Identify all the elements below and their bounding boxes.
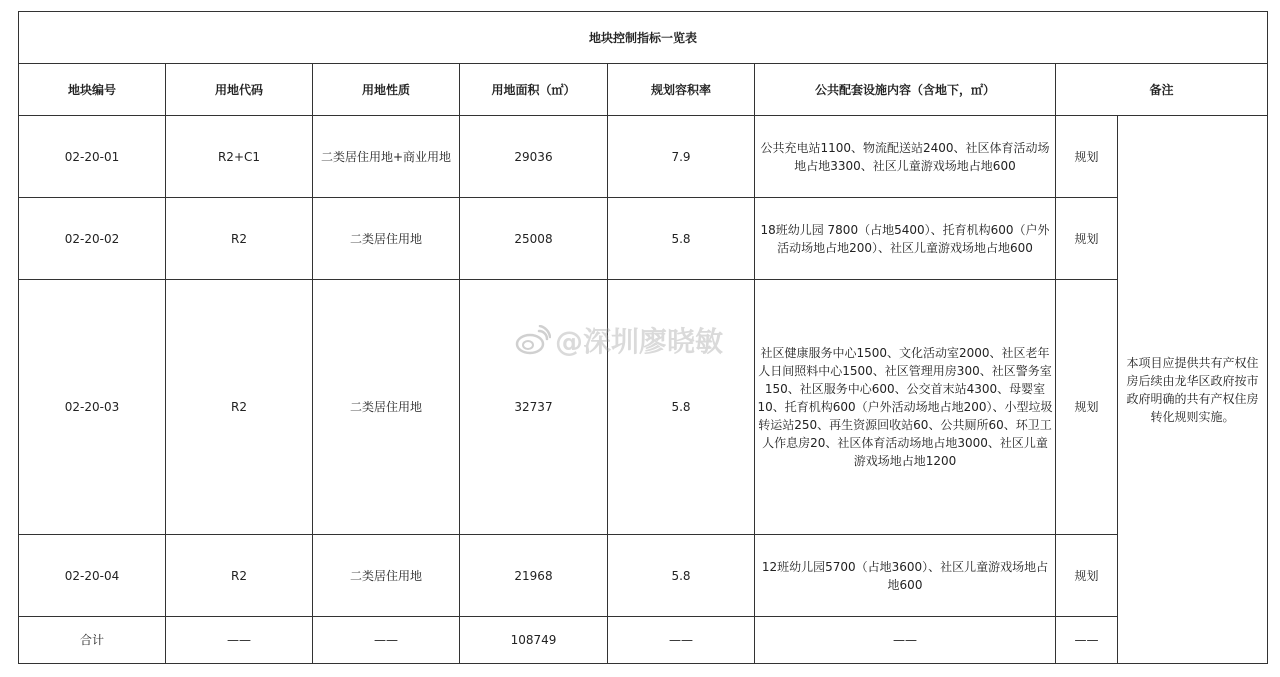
plot-id: 02-20-03 xyxy=(19,280,166,535)
header-remarks: 备注 xyxy=(1056,64,1268,116)
table-row xyxy=(19,535,1268,617)
table-row xyxy=(19,198,1268,280)
total-area: 108749 xyxy=(460,617,608,664)
facilities-content: 18班幼儿园 7800（占地5400）、托育机构600（户外活动场地占地200）、社区儿童游戏场地占地600 xyxy=(755,198,1056,280)
land-nature: 二类居住用地 xyxy=(313,198,460,280)
plot-status: 规划 xyxy=(1056,116,1118,198)
total-nature: —— xyxy=(313,617,460,664)
floor-area-ratio: 5.8 xyxy=(608,198,755,280)
land-nature: 二类居住用地+商业用地 xyxy=(313,116,460,198)
floor-area-ratio: 5.8 xyxy=(608,280,755,535)
plot-status: 规划 xyxy=(1056,535,1118,617)
land-area: 21968 xyxy=(460,535,608,617)
land-control-table xyxy=(18,11,1268,664)
table-row xyxy=(19,280,1268,535)
land-area: 29036 xyxy=(460,116,608,198)
total-label: 合计 xyxy=(19,617,166,664)
facilities-content: 社区健康服务中心1500、文化活动室2000、社区老年人日间照料中心1500、社区管理用房300、社区警务室150、社区服务中心600、公交首末站4300、母婴室10、托育机构600（户外活动场地占地200）、小型垃圾转运站250、再生资源回收站60、公共厕所60、环卫工人作息房20、社区体育活动场地占地3000、社区儿童游戏场地占地1200 xyxy=(755,280,1056,535)
total-status: —— xyxy=(1056,617,1118,664)
header-far: 规划容积率 xyxy=(608,64,755,116)
land-code: R2 xyxy=(166,535,313,617)
header-plot-id: 地块编号 xyxy=(19,64,166,116)
land-code: R2 xyxy=(166,198,313,280)
facilities-content: 12班幼儿园5700（占地3600）、社区儿童游戏场地占地600 xyxy=(755,535,1056,617)
facilities-content: 公共充电站1100、物流配送站2400、社区体育活动场地占地3300、社区儿童游戏场地占地600 xyxy=(755,116,1056,198)
land-area: 25008 xyxy=(460,198,608,280)
header-land-nature: 用地性质 xyxy=(313,64,460,116)
header-row xyxy=(19,64,1268,116)
total-code: —— xyxy=(166,617,313,664)
plot-id: 02-20-02 xyxy=(19,198,166,280)
plot-id: 02-20-04 xyxy=(19,535,166,617)
plot-id: 02-20-01 xyxy=(19,116,166,198)
total-far: —— xyxy=(608,617,755,664)
land-nature: 二类居住用地 xyxy=(313,280,460,535)
total-facilities: —— xyxy=(755,617,1056,664)
floor-area-ratio: 7.9 xyxy=(608,116,755,198)
total-row xyxy=(19,617,1268,664)
land-code: R2 xyxy=(166,280,313,535)
land-area: 32737 xyxy=(460,280,608,535)
floor-area-ratio: 5.8 xyxy=(608,535,755,617)
watermark-text: @深圳廖晓敏 xyxy=(555,325,724,358)
land-code: R2+C1 xyxy=(166,116,313,198)
table-row xyxy=(19,116,1268,198)
table-title: 地块控制指标一览表 xyxy=(19,12,1268,64)
header-facilities: 公共配套设施内容（含地下，㎡） xyxy=(755,64,1056,116)
remark-note: 本项目应提供共有产权住房后续由龙华区政府按市政府明确的共有产权住房转化规则实施。 xyxy=(1118,116,1268,664)
plot-status: 规划 xyxy=(1056,198,1118,280)
plot-status: 规划 xyxy=(1056,280,1118,535)
header-land-area: 用地面积（㎡） xyxy=(460,64,608,116)
header-land-code: 用地代码 xyxy=(166,64,313,116)
land-nature: 二类居住用地 xyxy=(313,535,460,617)
